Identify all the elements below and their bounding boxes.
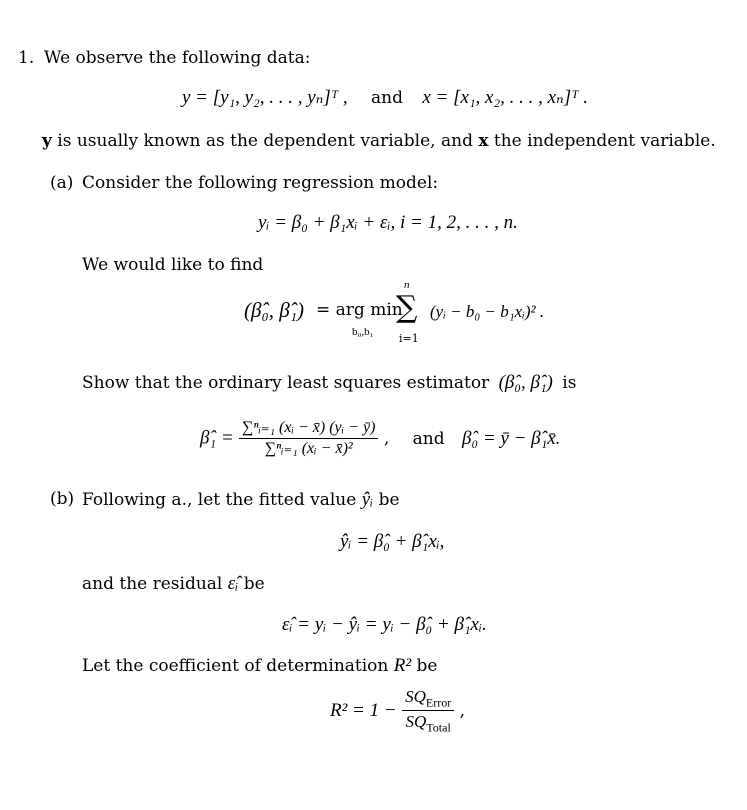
sum-symbol: ∑ xyxy=(396,290,418,325)
part-b-label: (b) xyxy=(50,489,75,509)
x-vector: x = [x₁, x₂, . . . , xₙ]ᵀ . xyxy=(422,87,588,108)
description-mid: is usually known as the dependent variable, and xyxy=(57,131,473,151)
residual-intro: and the residual xyxy=(82,574,223,594)
beta1-fraction xyxy=(239,418,378,459)
fitted-be: be xyxy=(378,490,400,510)
argmin-lhs: (β̂₀, β̂₁) xyxy=(244,298,305,322)
problem-intro: We observe the following data: xyxy=(44,48,311,68)
model-equation: yᵢ = β₀ + β₁xᵢ + εᵢ, i = 1, 2, . . . , n. xyxy=(258,212,518,233)
show-is: is xyxy=(562,373,577,393)
r2-lhs: R² = 1 − xyxy=(330,699,397,721)
variable-description xyxy=(42,131,716,151)
argmin-sub: b₀,b₁ xyxy=(352,326,374,338)
description-end: the independent variable. xyxy=(493,131,716,151)
r2-numerator: $SQ_{Error}$ xyxy=(402,686,454,711)
residual-text xyxy=(82,573,265,595)
part-b-intro: Following a., let the fitted value xyxy=(82,490,357,510)
data-equation xyxy=(182,86,588,109)
sum-top: n xyxy=(404,279,410,291)
show-estimator: (β̂₀, β̂₁) xyxy=(498,372,553,393)
and-word: and xyxy=(371,88,403,108)
fitted-equation: ŷᵢ = β̂₀ + β̂₁xᵢ, xyxy=(340,531,445,552)
argmin-eq: = arg min xyxy=(316,300,403,320)
show-text xyxy=(82,372,576,394)
part-a-label: (a) xyxy=(50,173,74,193)
beta1-comma: , xyxy=(383,428,390,449)
y-bold: y xyxy=(42,131,52,151)
coefficient-text xyxy=(82,655,437,677)
r2-den-sub: Total xyxy=(426,720,451,735)
residual-symbol: ε̂ᵢ xyxy=(227,573,239,594)
coef-symbol: R² xyxy=(393,655,412,676)
part-b-text xyxy=(82,489,400,511)
r2-denominator: $SQ_{Total}$ xyxy=(405,712,451,735)
r2-comma: , xyxy=(459,700,466,721)
beta0-equation: β̂₀ = ȳ − β̂₁x̄. xyxy=(462,427,561,449)
coef-intro: Let the coefficient of determination xyxy=(82,656,389,676)
x-bold: x xyxy=(478,131,489,151)
part-a-text: Consider the following regression model: xyxy=(82,173,439,193)
sum-bottom: i=1 xyxy=(399,332,419,345)
beta1-denominator: ∑ⁿᵢ₌₁ (xᵢ − x̄)² xyxy=(264,440,353,457)
coef-be: be xyxy=(416,656,438,676)
problem-number: 1. xyxy=(18,48,35,68)
residual-equation: ε̂ᵢ = yᵢ − ŷᵢ = yᵢ − β̂₀ + β̂₁xᵢ. xyxy=(282,614,487,635)
beta1-lhs: β̂₁ = xyxy=(200,427,234,449)
r2-num-sub: Error xyxy=(425,695,452,710)
argmin-term: (yᵢ − b₀ − b₁xᵢ)² . xyxy=(430,302,545,321)
r2-equation xyxy=(330,686,465,736)
r2-fraction xyxy=(402,686,454,736)
beta1-numerator: ∑ⁿᵢ₌₁ (xᵢ − x̄) (yᵢ − ȳ) xyxy=(239,418,378,439)
find-text: We would like to find xyxy=(82,255,264,275)
residual-be: be xyxy=(243,574,265,594)
show-text-main: Show that the ordinary least squares estimator xyxy=(82,373,490,393)
y-vector: y = [y₁, y₂, . . . , yₙ]ᵀ , xyxy=(182,87,348,108)
and-word-2: and xyxy=(412,428,445,449)
fitted-symbol: ŷᵢ xyxy=(361,489,374,510)
estimator-equation xyxy=(200,418,560,459)
